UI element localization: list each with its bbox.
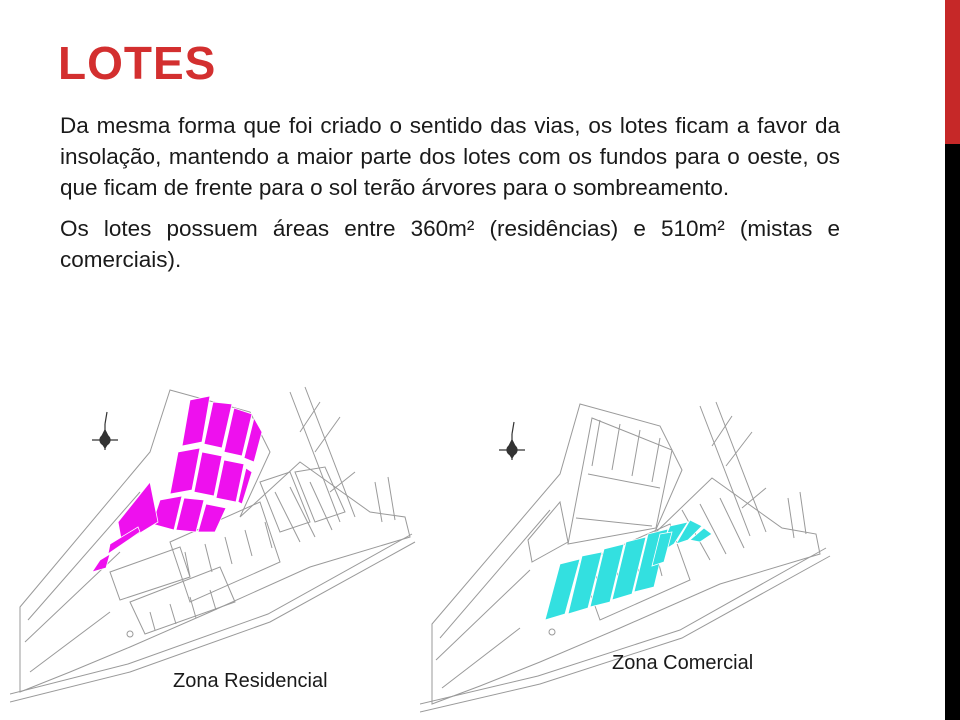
caption-commercial-zone: Zona Comercial	[612, 652, 754, 674]
caption-residential-zone: Zona Residencial	[173, 670, 328, 692]
slide-body	[60, 110, 840, 285]
side-bar	[945, 0, 960, 720]
side-bar-accent	[945, 0, 960, 144]
paragraph-insolation: Da mesma forma que foi criado o sentido das vias, os lotes ficam a favor da insolação, mantendo a maior parte dos lotes com os fundos para o oeste, os que ficam de frente para o sol terão árvores para o sombreamento.	[60, 113, 840, 200]
paragraph-lot-areas: Os lotes possuem áreas entre 360m² (residências) e 510m² (mistas e comerciais).	[60, 216, 840, 272]
north-arrow-icon	[499, 422, 525, 460]
north-arrow-icon	[92, 412, 118, 450]
residential-zone-map	[10, 372, 420, 712]
slide-title: LOTES	[58, 37, 217, 89]
